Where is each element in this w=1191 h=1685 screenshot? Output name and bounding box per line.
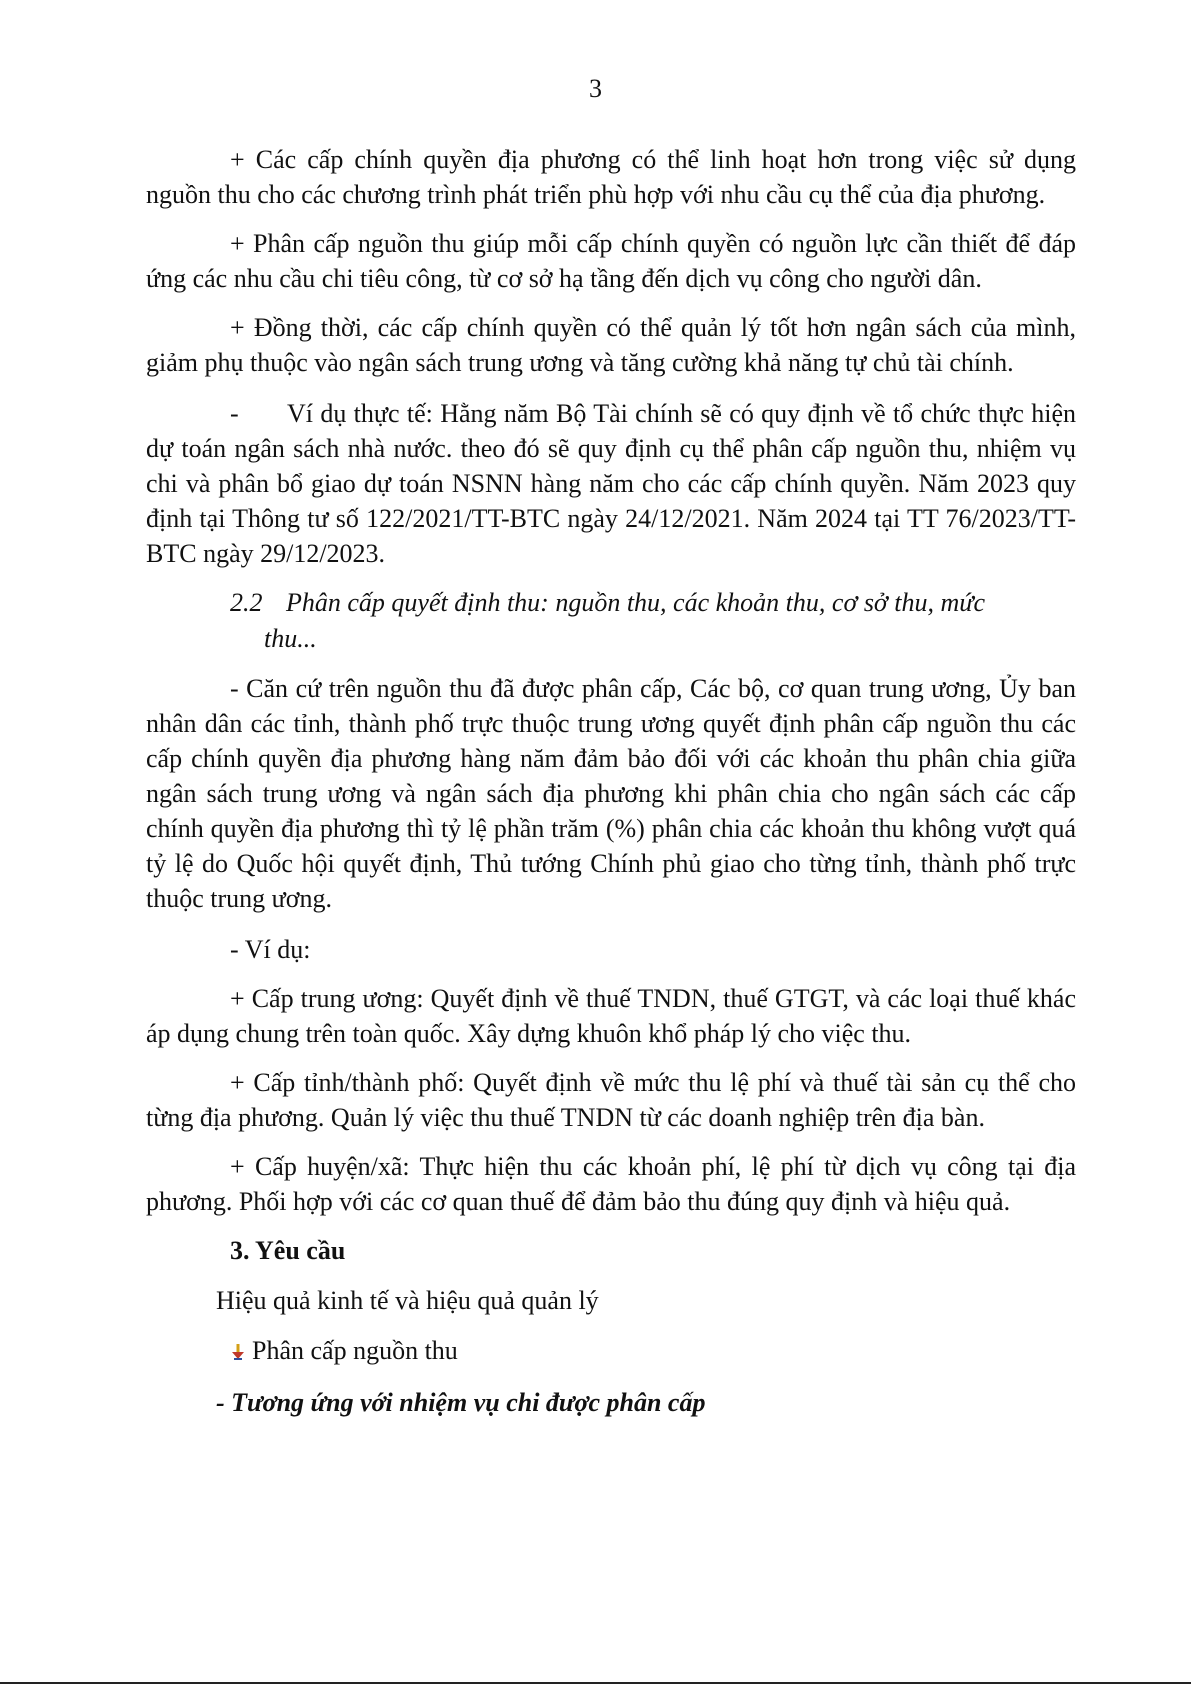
page-number: 3 — [589, 74, 602, 103]
paragraph-real-example — [146, 396, 1076, 571]
down-arrow-bullet-icon — [230, 1335, 252, 1371]
bullet-text: Phân cấp nguồn thu — [252, 1336, 458, 1365]
section-3-heading: 3. Yêu cầu — [230, 1236, 346, 1265]
paragraph-decision-basis: - Căn cứ trên nguồn thu đã được phân cấp, Các bộ, cơ quan trung ương, Ủy ban nhân dân các tỉnh, thành phố trực thuộc trung ương quyết định phân cấp nguồn thu các cấp chính quyền địa phương hàng năm đảm bảo đối với các khoản thu phân chia giữa ngân sách trung ương và ngân sách địa phương khi phân chia cho ngân sách các cấp chính quyền địa phương thì tỷ lệ phần trăm (%) phân chia các khoản thu không vượt quá tỷ lệ do Quốc hội quyết định, Thủ tướng Chính phủ giao cho từng tỉnh, thành phố trực thuộc trung ương. — [146, 674, 1076, 913]
paragraph-real-example-text: Ví dụ thực tế: Hằng năm Bộ Tài chính sẽ có quy định về tổ chức thực hiện dự toán ngân sách nhà nước. theo đó sẽ quy định cụ thể phân cấp nguồn thu, nhiệm vụ chi và phân bổ giao dự toán NSNN hàng năm cho các cấp chính quyền. Năm 2023 quy định tại Thông tư số 122/2021/TT-BTC ngày 24/12/2021. Năm 2024 tại TT 76/2023/TT-BTC ngày 29/12/2023. — [146, 399, 1076, 568]
paragraph-provincial-level: + Cấp tỉnh/thành phố: Quyết định về mức thu lệ phí và thuế tài sản cụ thể cho từng địa phương. Quản lý việc thu thuế TNDN từ các doanh nghiệp trên địa bàn. — [146, 1068, 1076, 1132]
subheading-number: 2.2 — [230, 588, 263, 617]
paragraph-example-label: - Ví dụ: — [230, 935, 311, 964]
section-3-line: Hiệu quả kinh tế và hiệu quả quản lý — [216, 1286, 599, 1315]
emphasis-line: - Tương ứng với nhiệm vụ chi được phân cấp — [216, 1388, 706, 1418]
paragraph-central-level: + Cấp trung ương: Quyết định về thuế TNDN, thuế GTGT, và các loại thuế khác áp dụng chung trên toàn quốc. Xây dựng khuôn khổ pháp lý cho việc thu. — [146, 984, 1076, 1048]
subheading-2-2 — [146, 585, 1076, 657]
paragraph-resources: + Phân cấp nguồn thu giúp mỗi cấp chính quyền có nguồn lực cần thiết để đáp ứng các nhu cầu chi tiêu công, từ cơ sở hạ tầng đến dịch vụ công cho người dân. — [146, 229, 1076, 293]
paragraph-flexibility: + Các cấp chính quyền địa phương có thể linh hoạt hơn trong việc sử dụng nguồn thu cho các chương trình phát triển phù hợp với nhu cầu cụ thể của địa phương. — [146, 145, 1076, 209]
paragraph-district-level: + Cấp huyện/xã: Thực hiện thu các khoản phí, lệ phí từ dịch vụ công tại địa phương. Phối hợp với các cơ quan thuế để đảm bảo thu đúng quy định và hiệu quả. — [146, 1152, 1076, 1216]
subheading-text: Phân cấp quyết định thu: nguồn thu, các khoản thu, cơ sở thu, mức — [286, 588, 986, 617]
document-body — [146, 142, 1076, 1421]
subheading-continuation: thu... — [264, 624, 317, 653]
bottom-edge-line — [0, 1682, 1191, 1684]
list-dash: - — [230, 399, 239, 428]
bullet-item — [146, 1333, 1076, 1371]
paragraph-budget-management: + Đồng thời, các cấp chính quyền có thể quản lý tốt hơn ngân sách của mình, giảm phụ thuộc vào ngân sách trung ương và tăng cường khả năng tự chủ tài chính. — [146, 313, 1076, 377]
